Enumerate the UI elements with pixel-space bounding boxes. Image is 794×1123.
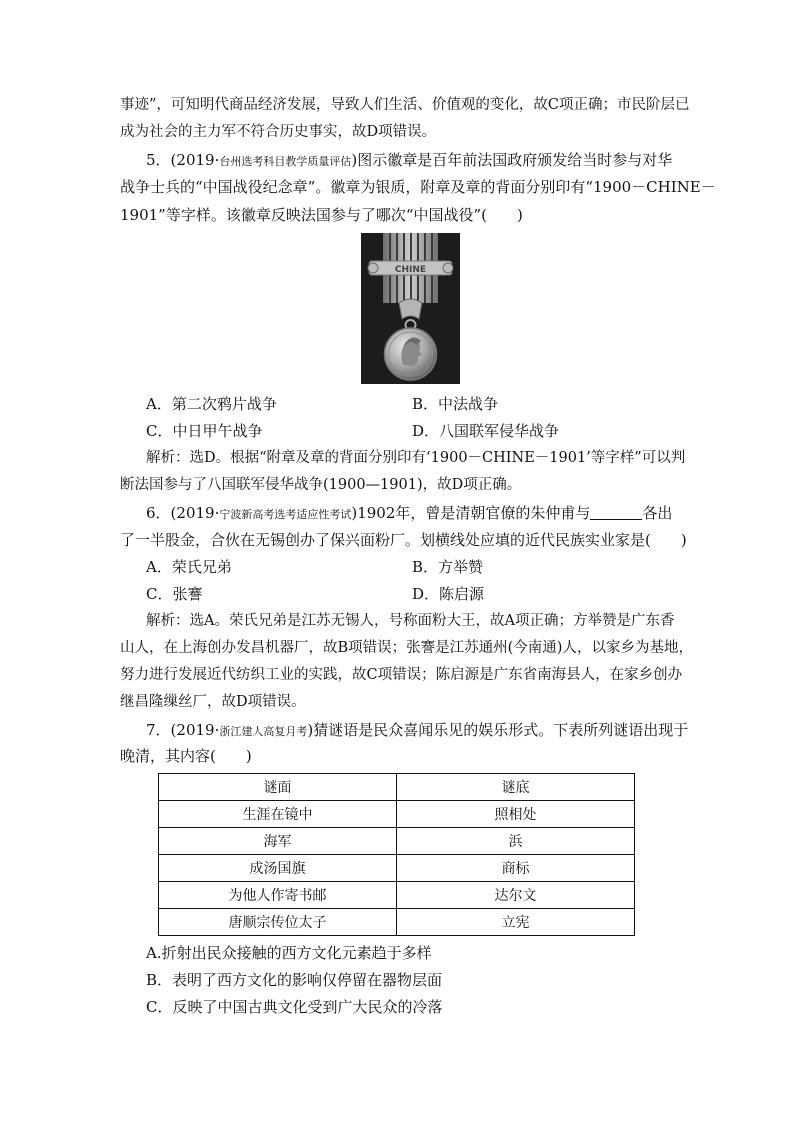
q6-number: 6．(2019·	[146, 504, 220, 522]
q6-line-2: 了一半股金，合伙在无锡创办了保兴面粉厂。划横线处应填的近代民族实业家是( )	[120, 531, 687, 549]
q6-analysis-line-2: 山人，在上海创办发昌机器厂，故B项错误；张謇是江苏通州(今南通)人，以家乡为基地，	[120, 640, 693, 656]
q6-option-a[interactable]: A．荣氏兄弟	[146, 558, 232, 576]
table-cell: 立宪	[397, 909, 635, 936]
q6-source: 宁波新高考选考适应性考试	[219, 508, 352, 521]
q5-source: 台州选考科目教学质量评估	[219, 155, 352, 168]
q6-text-1: )1902年，曾是清朝官僚的朱仲甫与	[351, 504, 591, 522]
medal-clasp-text: CHINE	[394, 265, 427, 275]
table-header-cell: 谜面	[159, 774, 397, 801]
q5-line-1	[146, 150, 672, 172]
q7-text-1: )猜谜语是民众喜闻乐见的娱乐形式。下表所列谜语出现于	[307, 721, 689, 739]
q6-fill-blank	[590, 504, 642, 520]
q5-text-1: )图示徽章是百年前法国政府颁发给当时参与对华	[351, 151, 673, 169]
table-row	[159, 828, 635, 855]
q7-line-1	[146, 720, 688, 742]
q6-option-c[interactable]: C．张謇	[146, 585, 203, 603]
q7-option-a[interactable]: A.折射出民众接触的西方文化元素趋于多样	[146, 944, 432, 962]
medal-photo	[361, 233, 460, 384]
riddle-table	[158, 773, 635, 936]
q6-option-b[interactable]: B．方举赞	[412, 558, 484, 576]
prev-answer-line-2: 成为社会的主力军不符合历史事实，故D项错误。	[120, 124, 437, 140]
table-row	[159, 801, 635, 828]
table-cell: 浜	[397, 828, 635, 855]
q6-analysis-line-1: 解析：选A。荣氏兄弟是江苏无锡人，号称面粉大王，故A项正确；方举赞是广东香	[146, 613, 675, 629]
table-cell: 为他人作寄书邮	[159, 882, 397, 909]
q6-analysis-line-3: 努力进行发展近代纺织工业的实践，故C项错误；陈启源是广东省南海县人，在家乡创办	[120, 667, 683, 683]
table-header-row	[159, 774, 635, 801]
q5-option-c[interactable]: C．中日甲午战争	[146, 422, 263, 440]
q7-line-2: 晚清，其内容( )	[120, 747, 252, 765]
table-cell: 成汤国旗	[159, 855, 397, 882]
q5-number: 5．(2019·	[146, 151, 220, 169]
table-cell: 生涯在镜中	[159, 801, 397, 828]
table-row	[159, 909, 635, 936]
q7-option-c[interactable]: C．反映了中国古典文化受到广大民众的冷落	[146, 998, 443, 1016]
q6-analysis-line-4: 继昌隆缫丝厂，故D项错误。	[120, 694, 306, 710]
q6-line-1	[146, 503, 672, 525]
q5-option-a[interactable]: A．第二次鸦片战争	[146, 395, 277, 413]
q5-option-d[interactable]: D．八国联军侵华战争	[412, 422, 560, 440]
table-cell: 商标	[397, 855, 635, 882]
q6-text-1-end: 各出	[642, 504, 673, 522]
q5-analysis-line-2: 断法国参与了八国联军侵华战争(1900—1901)，故D项正确。	[120, 477, 522, 493]
prev-answer-line-1: 事迹”，可知明代商品经济发展，导致人们生活、价值观的变化，故C项正确；市民阶层已	[120, 97, 690, 113]
q7-option-b[interactable]: B．表明了西方文化的影响仅停留在器物层面	[146, 971, 443, 989]
q5-option-b[interactable]: B．中法战争	[412, 395, 499, 413]
table-cell: 达尔文	[397, 882, 635, 909]
medal-illustration	[361, 233, 460, 384]
q7-number: 7．(2019·	[146, 721, 220, 739]
table-row	[159, 855, 635, 882]
table-cell: 海军	[159, 828, 397, 855]
q7-source: 浙江建人高复月考	[219, 725, 308, 738]
table-row	[159, 882, 635, 909]
q5-analysis-line-1: 解析：选D。根据“附章及章的背面分别印有‘1900－CHINE－1901’等字样”可以判	[146, 450, 686, 466]
table-cell: 唐顺宗传位太子	[159, 909, 397, 936]
table-header-cell: 谜底	[397, 774, 635, 801]
q6-option-d[interactable]: D．陈启源	[412, 585, 485, 603]
q5-line-3: 1901”等字样。该徽章反映法国参与了哪次“中国战役”( )	[120, 206, 523, 224]
table-cell: 照相处	[397, 801, 635, 828]
q5-line-2: 战争士兵的“中国战役纪念章”。徽章为银质，附章及章的背面分别印有“1900－CHINE－	[120, 178, 716, 196]
